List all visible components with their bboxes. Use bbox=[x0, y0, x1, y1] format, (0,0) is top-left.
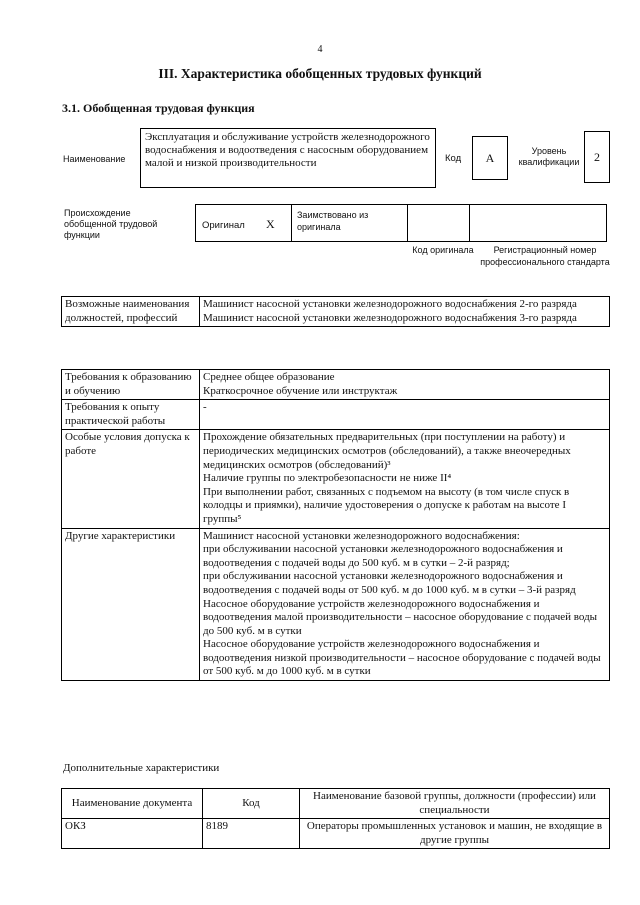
name-label: Наименование bbox=[63, 154, 126, 164]
level-value: 2 bbox=[584, 131, 610, 183]
subsection-title: 3.1. Обобщенная трудовая функция bbox=[62, 101, 255, 115]
requirement-line: При выполнении работ, связанных с подъемом на высоту (в том числе спуск в колодцы и приямки), наличие удостоверения о допуске к работам на высоте I группы⁵ bbox=[203, 485, 570, 525]
requirement-label: Требования к образованию и обучению bbox=[62, 370, 200, 400]
table-row bbox=[62, 819, 610, 849]
positions-table bbox=[61, 296, 610, 327]
borrowed-cell bbox=[292, 205, 408, 241]
requirement-line: Наличие группы по электробезопасности не ниже II⁴ bbox=[203, 472, 452, 485]
table-cell: 8189 bbox=[203, 819, 300, 849]
requirement-label: Требования к опыту практической работы bbox=[62, 400, 200, 430]
origin-row bbox=[195, 204, 607, 242]
positions-values bbox=[200, 297, 610, 327]
requirement-line: - bbox=[203, 401, 207, 414]
original-label: Оригинал bbox=[202, 220, 245, 231]
positions-label: Возможные наименования должностей, профессий bbox=[62, 297, 200, 327]
origin-label: Происхождение обобщенной трудовой функции bbox=[64, 208, 158, 240]
function-name-value: Эксплуатация и обслуживание устройств железнодорожного водоснабжения и водоотведения с насосным оборудованием малой и низкой производительности bbox=[140, 128, 436, 188]
table-header-row bbox=[62, 789, 610, 819]
additional-title: Дополнительные характеристики bbox=[63, 762, 220, 774]
requirement-value bbox=[200, 400, 610, 430]
table-row bbox=[62, 297, 610, 327]
column-header: Наименование документа bbox=[62, 789, 203, 819]
borrowed-label: Заимствовано из оригинала bbox=[297, 210, 369, 232]
requirement-line: Краткосрочное обучение или инструктаж bbox=[203, 384, 398, 397]
section-title: III. Характеристика обобщенных трудовых функций bbox=[158, 66, 482, 81]
position-line: Машинист насосной установки железнодорожного водоснабжения 2-го разряда bbox=[203, 298, 577, 310]
requirements-table bbox=[61, 369, 610, 681]
table-row bbox=[62, 528, 610, 681]
requirement-value bbox=[200, 430, 610, 528]
code-value: А bbox=[472, 136, 508, 180]
reg-number-label: Регистрационный номер профессионального стандарта bbox=[480, 245, 610, 267]
additional-table bbox=[61, 788, 610, 849]
requirement-line: Прохождение обязательных предварительных (при поступлении на работу) и периодических медицинских осмотров (обследований), а также внеочередных медицинских осмотров (обследований)³ bbox=[203, 431, 571, 471]
requirement-line: Машинист насосной установки железнодорожного водоснабжения: bbox=[203, 529, 520, 542]
requirement-line: Среднее общее образование bbox=[203, 371, 335, 383]
requirement-value bbox=[200, 370, 610, 400]
requirement-value bbox=[200, 528, 610, 681]
page-number: 4 bbox=[317, 44, 323, 55]
code-original-label: Код оригинала bbox=[412, 245, 474, 255]
requirement-label: Другие характеристики bbox=[62, 528, 200, 681]
column-header: Наименование базовой группы, должности (профессии) или специальности bbox=[300, 789, 610, 819]
position-line: Машинист насосной установки железнодорожного водоснабжения 3-го разряда bbox=[203, 311, 577, 324]
table-row bbox=[62, 400, 610, 430]
requirement-line: Насосное оборудование устройств железнодорожного водоснабжения и водоотведения низкой производительности – насосное оборудование с подачей воды от 500 куб. м до 1000 куб. м в сутки bbox=[203, 638, 601, 678]
level-label: Уровень квалификации bbox=[518, 146, 580, 167]
code-original-cell bbox=[408, 205, 470, 241]
table-row bbox=[62, 430, 610, 528]
requirement-line: при обслуживании насосной установки железнодорожного водоснабжения и водоотведения с подачей воды от 500 куб. м до 1000 куб. м в сутки – 3-й разряд bbox=[203, 570, 576, 596]
original-mark: X bbox=[266, 217, 275, 231]
table-row bbox=[62, 370, 610, 400]
table-cell: Операторы промышленных установок и машин, не входящие в другие группы bbox=[300, 819, 610, 849]
original-cell bbox=[196, 205, 292, 241]
requirement-line: Насосное оборудование устройств железнодорожного водоснабжения и водоотведения малой производительности – насосное оборудование с подачей воды до 500 куб. м в сутки bbox=[203, 597, 598, 637]
column-header: Код bbox=[203, 789, 300, 819]
table-cell: ОКЗ bbox=[62, 819, 203, 849]
reg-number-cell bbox=[470, 205, 608, 241]
code-label: Код bbox=[445, 153, 462, 164]
requirement-line: при обслуживании насосной установки железнодорожного водоснабжения и водоотведения с подачей воды до 500 куб. м в сутки – 2-й разряд; bbox=[203, 543, 563, 569]
requirement-label: Особые условия допуска к работе bbox=[62, 430, 200, 528]
